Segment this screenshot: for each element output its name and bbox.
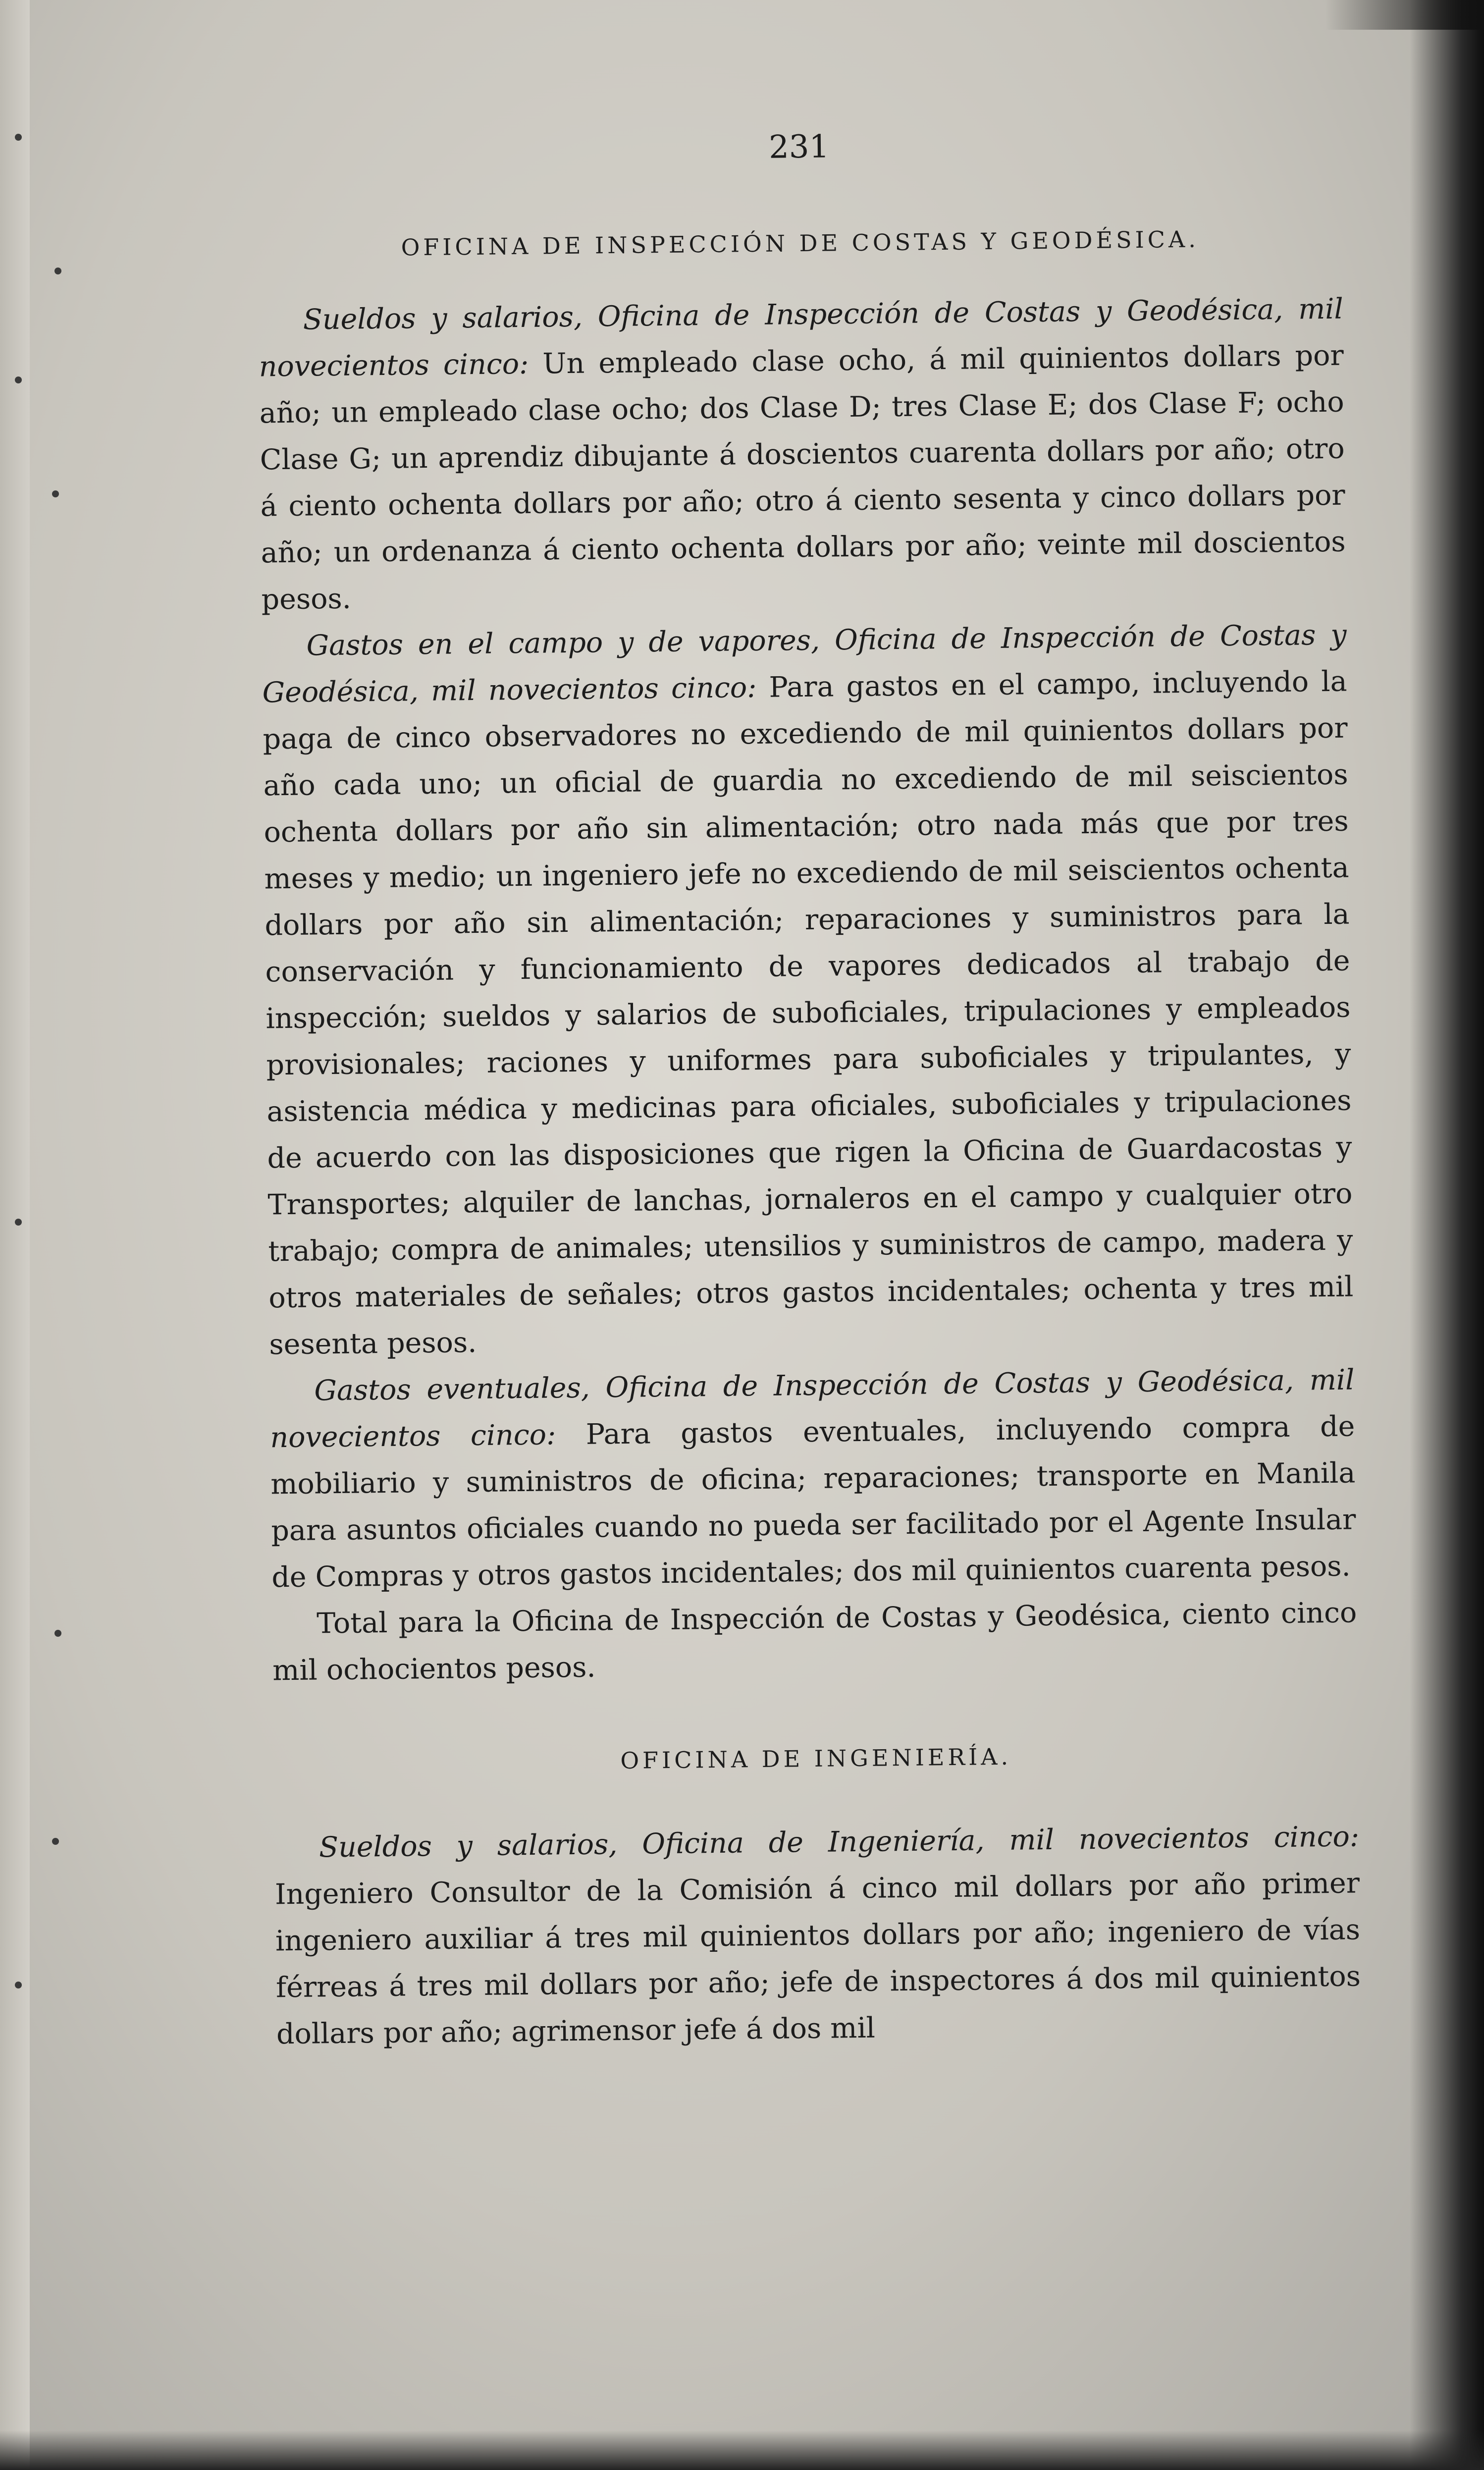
paragraph-body: Ingeniero Consultor de la Comisión á cinco mil dollars por año primer ingeniero auxiliar á tres mil quinientos dollars por año; ingeniero de vías férreas á tres mil dollars por año; jefe de inspectores á dos mil quinientos dollars por año; agrimensor jefe á dos mil <box>274 1867 1361 2051</box>
section-title-coast-survey: OFICINA DE INSPECCIÓN DE COSTAS Y GEODÉSICA. <box>401 225 1200 261</box>
margin-mark <box>15 376 22 383</box>
paragraph-body: Total para la Oficina de Inspección de Costas y Geodésica, ciento cinco mil ochocientos pesos. <box>272 1596 1357 1687</box>
paragraph-contingent-expenses <box>269 1356 1357 1601</box>
paragraph-body: Para gastos en el campo, incluyendo la paga de cinco observadores no excediendo de mil quinientos dollars por año cada uno; un oficial de guardia no excediendo de mil seiscientos ochenta dollars por año sin alimentación; otro nada más que por tres meses y medio; un ingeniero jefe no excediendo de mil seiscientos ochenta dollars por año sin alimentación; reparaciones y suministros para la conservación y funcionamiento de vapores dedicados al trabajo de inspección; sueldos y salarios de suboficiales, tripulaciones y empleados provisionales; raciones y uniformes para suboficiales y tripulantes, y asistencia médica y medicinas para oficiales, suboficiales y tripulaciones de acuerdo con las disposiciones que rigen la Oficina de Guardacostas y Transportes; alquiler de lanchas, jornaleros en el campo y cualquier otro trabajo; compra de animales; utensilios y suministros de campo, madera y otros materiales de señales; otros gastos incidentales; ochenta y tres mil sesenta pesos. <box>263 665 1354 1361</box>
paragraph-body: Un empleado clase ocho, á mil quinientos dollars por año; un empleado clase ocho; dos Clase D; tres Clase E; dos Clase F; ocho Clase G; un aprendiz dibujante á doscientos cuarenta dollars por año; otro á ciento ochenta dollars por año; otro á ciento sesenta y cinco dollars por año; un ordenanza á ciento ochenta dollars por año; veinte mil doscientos pesos. <box>259 339 1346 616</box>
section-title-engineering: OFICINA DE INGENIERÍA. <box>620 1743 1012 1774</box>
margin-mark <box>54 268 61 274</box>
page-text-block <box>257 123 1362 2058</box>
paragraph-body: Para gastos eventuales, incluyendo compra de mobiliario y suministros de oficina; reparaciones; transporte en Manila para asuntos oficiales cuando no pueda ser facilitado por el Agente Insular de Compras y otros gastos incidentales; dos mil quinientos cuarenta pesos. <box>270 1410 1356 1594</box>
margin-mark <box>54 1630 61 1637</box>
scan-corner-shadow <box>1325 0 1484 30</box>
paragraph-salaries-coast-survey <box>258 286 1346 623</box>
paragraph-lead: Gastos en el campo y de vapores, Oficina de Inspección de Costas y Geodésica, mil novecientos cinco: <box>262 618 1347 709</box>
scan-bottom-shadow <box>0 2430 1484 2470</box>
margin-mark <box>15 1982 22 1988</box>
page-left-edge <box>0 0 30 2470</box>
book-gutter-shadow <box>1410 0 1484 2470</box>
margin-mark <box>52 1838 59 1845</box>
paragraph-lead: Gastos eventuales, Oficina de Inspección de Costas y Geodésica, mil novecientos cinco: <box>270 1363 1355 1454</box>
paragraph-salaries-engineering <box>274 1813 1362 2057</box>
paragraph-total-coast-survey <box>272 1589 1358 1694</box>
margin-mark <box>52 490 59 497</box>
margin-mark <box>15 134 22 141</box>
paragraph-field-expenses <box>262 612 1354 1368</box>
paragraph-lead: Sueldos y salarios, Oficina de Ingeniería, mil novecientos cinco: <box>318 1820 1360 1864</box>
margin-mark <box>15 1219 22 1226</box>
paragraph-lead: Sueldos y salarios, Oficina de Inspección de Costas y Geodésica, mil novecientos cinco: <box>259 292 1344 383</box>
page-number: 231 <box>768 128 830 166</box>
